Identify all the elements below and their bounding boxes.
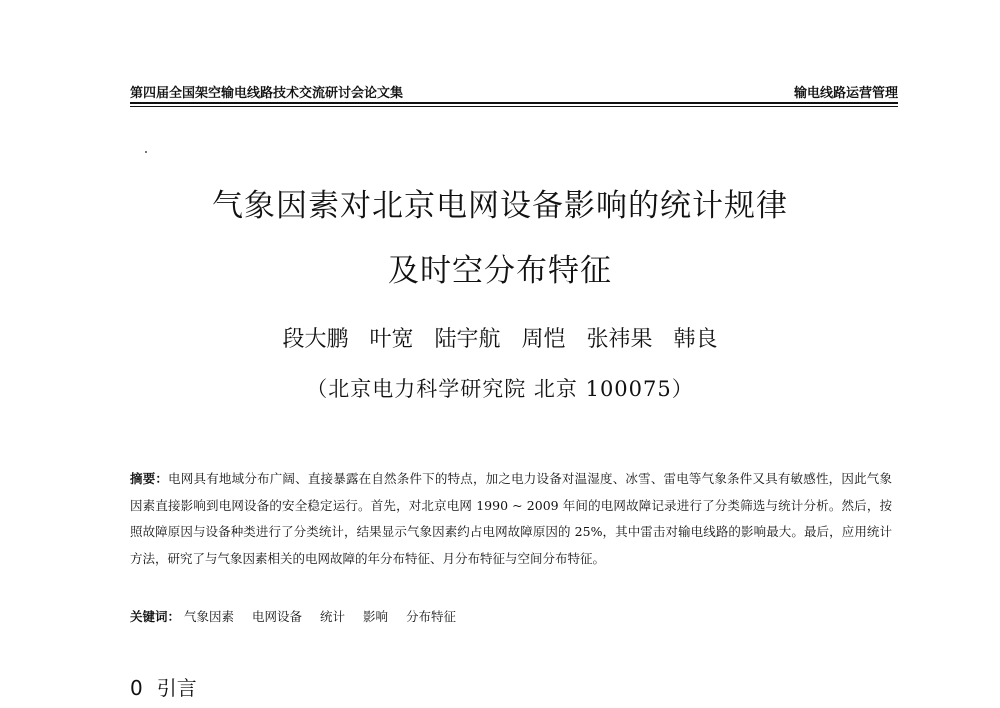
abstract-label: 摘要： — [130, 471, 169, 486]
abstract-text: 电网具有地域分布广阔、直接暴露在自然条件下的特点，加之电力设备对温湿度、冰雪、雷电等气象条件又具有敏感性，因此气象因素直接影响到电网设备的安全稳定运行。首先，对北京电网 1990 ~ 2009 年间的电网故障记录进行了分类筛选与统计分析。然后，按照故障原因与设备种类进行了分类统计，结果显示气象因素约占电网故障原因的 25%，其中雷击对输电线路的影响最大。最后，应用统计方法，研究了与气象因素相关的电网故障的年分布特征、月分布特征与空间分布特征。 — [130, 471, 892, 566]
author-list: 段大鹏 叶宽 陆宇航 周恺 张祎果 韩良 — [282, 327, 718, 352]
keyword: 气象因素 — [184, 609, 235, 624]
keywords — [130, 606, 892, 628]
running-header — [130, 80, 898, 102]
keyword: 统计 — [320, 609, 346, 624]
section-title: 引言 — [156, 676, 197, 700]
proceedings-title: 第四届全国架空输电线路技术交流研讨会论文集 — [130, 86, 404, 101]
paper-title-line-2: 及时空分布特征 — [388, 253, 612, 289]
section-heading — [130, 672, 197, 701]
section-number: 0 — [130, 676, 143, 700]
section-category: 输电线路运营管理 — [793, 86, 898, 101]
paper-title-line-1: 气象因素对北京电网设备影响的统计规律 — [212, 188, 788, 224]
keywords-label: 关键词： — [130, 609, 181, 624]
header-rule-thin — [130, 106, 898, 107]
keyword: 影响 — [363, 609, 389, 624]
keyword: 分布特征 — [406, 609, 457, 624]
keyword: 电网设备 — [252, 609, 303, 624]
author-affiliation: （北京电力科学研究院 北京 100075） — [306, 377, 694, 401]
scan-artifact-dot — [145, 151, 147, 153]
header-rule — [130, 102, 898, 104]
abstract — [130, 466, 892, 572]
